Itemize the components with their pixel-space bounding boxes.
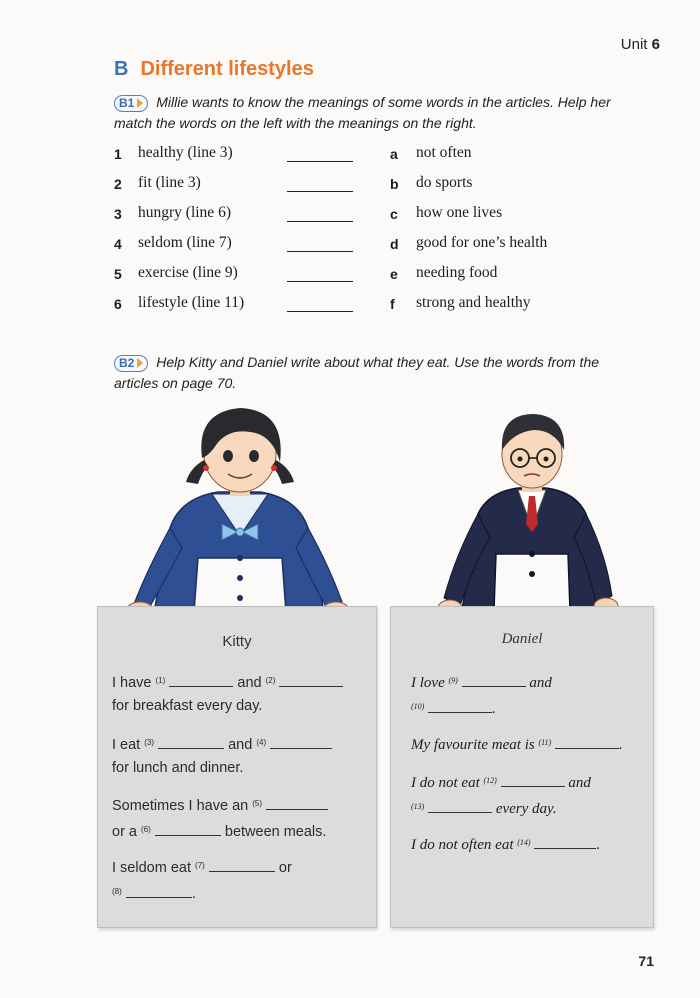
- kitty-name: Kitty: [222, 633, 252, 650]
- b2-badge: B2: [114, 355, 148, 372]
- match-row: [114, 234, 594, 264]
- daniel-name: Daniel: [501, 631, 543, 647]
- answer-blank[interactable]: [287, 251, 353, 252]
- kitty-sentence-4: I seldom eat $^{(7)}$ or $^{(8)}$ .: [112, 860, 292, 902]
- meaning-letter: f: [390, 296, 395, 312]
- word-text: hungry (line 6): [138, 204, 231, 221]
- blank-9[interactable]: [462, 674, 526, 687]
- daniel-sentence-4: I do not often eat $^{(14)}$ .: [411, 837, 601, 853]
- kitty-sentence-2: I eat $^{(3)}$ and $^{(4)}$ for lunch and dinner.: [112, 731, 362, 780]
- meaning-letter: b: [390, 176, 399, 192]
- blank-12[interactable]: [501, 774, 565, 787]
- word-text: healthy (line 3): [138, 144, 233, 161]
- word-number: 5: [114, 266, 122, 282]
- match-row: [114, 264, 594, 294]
- word-number: 6: [114, 296, 122, 312]
- daniel-sentence-1: I love $^{(9)}$ and $^{(10)}$ .: [411, 675, 552, 717]
- b1-badge: B1: [114, 95, 148, 112]
- b2-instruction-text: Help Kitty and Daniel write about what they eat. Use the words from the articles on page 70.: [114, 354, 600, 391]
- answer-blank[interactable]: [287, 191, 353, 192]
- meaning-text: good for one’s health: [416, 234, 548, 251]
- kitty-illustration: [110, 398, 360, 620]
- blank-13[interactable]: [428, 800, 492, 813]
- match-row: [114, 294, 594, 324]
- meaning-letter: d: [390, 236, 399, 252]
- blank-14[interactable]: [534, 836, 596, 849]
- meaning-letter: e: [390, 266, 398, 282]
- answer-blank[interactable]: [287, 161, 353, 162]
- blank-3[interactable]: [158, 736, 224, 749]
- word-number: 2: [114, 176, 122, 192]
- meaning-text: needing food: [416, 264, 498, 281]
- word-text: lifestyle (line 11): [138, 294, 245, 311]
- b1-instruction: [114, 92, 624, 134]
- blank-2[interactable]: [279, 674, 343, 687]
- kitty-card: [97, 606, 377, 928]
- matching-exercise: [114, 144, 594, 324]
- answer-blank[interactable]: [287, 311, 353, 312]
- blank-8[interactable]: [126, 885, 192, 898]
- blank-7[interactable]: [209, 859, 275, 872]
- daniel-sentence-3: I do not eat $^{(12)}$ and $^{(13)}$ every day.: [411, 775, 591, 817]
- unit-label: Unit 6: [620, 36, 660, 53]
- meaning-text: not often: [416, 144, 472, 161]
- word-text: fit (line 3): [138, 174, 201, 191]
- daniel-card: [390, 606, 654, 928]
- b2-instruction: [114, 352, 624, 394]
- blank-11[interactable]: [555, 736, 619, 749]
- meaning-letter: a: [390, 146, 398, 162]
- daniel-sentence-2: My favourite meat is $^{(11)}$ .: [411, 737, 623, 753]
- match-row: [114, 174, 594, 204]
- meaning-text: strong and healthy: [416, 294, 531, 311]
- word-number: 1: [114, 146, 122, 162]
- match-row: [114, 204, 594, 234]
- answer-blank[interactable]: [287, 281, 353, 282]
- answer-blank[interactable]: [287, 221, 353, 222]
- word-text: seldom (line 7): [138, 234, 232, 251]
- word-number: 3: [114, 206, 122, 222]
- meaning-text: do sports: [416, 174, 473, 191]
- section-letter: B: [114, 58, 129, 80]
- word-number: 4: [114, 236, 122, 252]
- blank-5[interactable]: [266, 797, 328, 810]
- match-row: [114, 144, 594, 174]
- kitty-sentence-1: I have $^{(1)}$ and $^{(2)}$ for breakfast every day.: [112, 669, 362, 718]
- word-text: exercise (line 9): [138, 264, 238, 281]
- section-title: [114, 58, 314, 81]
- b1-instruction-text: Millie wants to know the meanings of some words in the articles. Help her match the words on the left with the meanings on the right.: [114, 94, 611, 131]
- kitty-sentence-3: Sometimes I have an $^{(5)}$ or a $^{(6)}$ between meals.: [112, 798, 327, 840]
- unit-number: 6: [651, 36, 660, 53]
- blank-1[interactable]: [169, 674, 233, 687]
- page-number: 71: [638, 953, 654, 969]
- meaning-letter: c: [390, 206, 398, 222]
- blank-10[interactable]: [428, 700, 492, 713]
- meaning-text: how one lives: [416, 204, 503, 221]
- section-heading: Different lifestyles: [140, 58, 314, 80]
- daniel-illustration: [430, 404, 630, 626]
- blank-6[interactable]: [155, 823, 221, 836]
- blank-4[interactable]: [270, 736, 332, 749]
